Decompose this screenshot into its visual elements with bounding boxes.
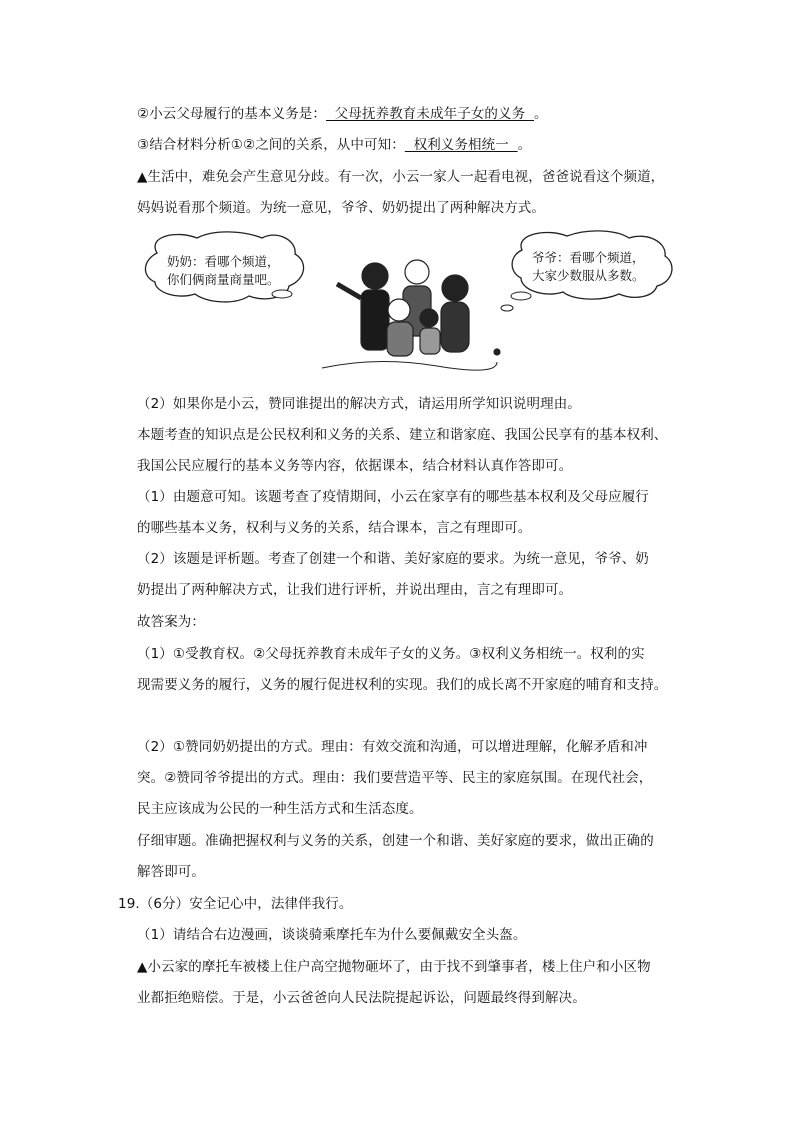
family-illustration xyxy=(137,228,682,378)
question-19-scenario-line-1: ▲小云家的摩托车被楼上住户高空抛物砸坏了，由于找不到肇事者，楼上住户和小区物 xyxy=(137,959,651,975)
scenario-line-2: 妈妈说看那个频道。为统一意见，爷爷、奶奶提出了两种解决方式。 xyxy=(137,200,545,216)
scenario-line-1: ▲生活中，难免会产生意见分歧。有一次，小云一家人一起看电视，爸爸说看这个频道， xyxy=(137,169,665,185)
comment-line-2: 解答即可。 xyxy=(137,864,205,880)
question-2: （2）如果你是小云，赞同谁提出的解决方式，请运用所学知识说明理由。 xyxy=(137,396,581,412)
question-19-scenario-line-2: 业都拒绝赔偿。于是，小云爸爸向人民法院提起诉讼，问题最终得到解决。 xyxy=(137,990,586,1006)
question-19-title: 19.（6分）安全记心中，法律伴我行。 xyxy=(118,896,353,912)
answer-label: 故答案为： xyxy=(137,614,205,630)
q2-fill-line xyxy=(137,105,548,123)
analysis-p3-line-1: （2）该题是评析题。考查了创建一个和谐、美好家庭的要求。为统一意见，爷爷、奶 xyxy=(137,551,649,567)
analysis-p2-line-1: （1）由题意可知。该题考查了疫情期间，小云在家享有的哪些基本权利及父母应履行 xyxy=(137,489,649,505)
q3-answer: 权利义务相统一 xyxy=(404,137,518,153)
answer-2-line-3: 民主应该成为公民的一种生活方式和生活态度。 xyxy=(137,801,423,817)
answer-1-line-1: （1）①受教育权。②父母抚养教育未成年子女的义务。③权利义务相统一。权利的实 xyxy=(137,646,645,662)
analysis-p3-line-2: 奶提出了两种解决方式，让我们进行评析，并说出理由，言之有理即可。 xyxy=(137,582,573,598)
family-group-drawing xyxy=(322,260,500,370)
comment-line-1: 仔细审题。准确把握权利与义务的关系，创建一个和谐、美好家庭的要求，做出正确的 xyxy=(137,833,654,849)
q2-prefix: ②小云父母履行的基本义务是： xyxy=(137,106,327,122)
analysis-p1-line-1: 本题考查的知识点是公民权利和义务的关系、建立和谐家庭、我国公民享有的基本权利、 xyxy=(137,427,668,443)
q2-answer: 父母抚养教育未成年子女的义务 xyxy=(326,106,534,122)
grandma-bubble-line-1: 奶奶：看哪个频道， xyxy=(167,254,280,269)
q3-prefix: ③结合材料分析①②之间的关系，从中可知： xyxy=(137,137,405,153)
grandma-bubble-line-2: 你们俩商量商量吧。 xyxy=(167,272,280,287)
grandpa-speech-bubble xyxy=(501,231,672,311)
grandpa-bubble-line-2: 大家少数服从多数。 xyxy=(532,268,645,283)
analysis-p2-line-2: 的哪些基本义务，权利与义务的关系，结合课本，言之有理即可。 xyxy=(137,520,532,536)
q3-fill-line xyxy=(137,136,531,154)
answer-2-line-1: （2）①赞同奶奶提出的方式。理由：有效交流和沟通，可以增进理解，化解矛盾和冲 xyxy=(137,739,648,755)
q2-suffix: 。 xyxy=(533,106,548,122)
question-19-sub-1: （1）请结合右边漫画，谈谈骑乘摩托车为什么要佩戴安全头盔。 xyxy=(137,927,527,943)
analysis-p1-line-2: 我国公民应履行的基本义务等内容，依据课本，结合材料认真作答即可。 xyxy=(137,458,573,474)
answer-2-line-2: 突。②赞同爷爷提出的方式。理由：我们要营造平等、民主的家庭氛围。在现代社会， xyxy=(137,770,653,786)
grandpa-bubble-line-1: 爷爷：看哪个频道， xyxy=(532,250,645,265)
answer-1-line-2: 现需要义务的履行，义务的履行促进权利的实现。我们的成长离不开家庭的哺育和支持。 xyxy=(137,677,668,693)
q3-suffix: 。 xyxy=(517,137,532,153)
grandma-speech-bubble xyxy=(145,232,303,302)
